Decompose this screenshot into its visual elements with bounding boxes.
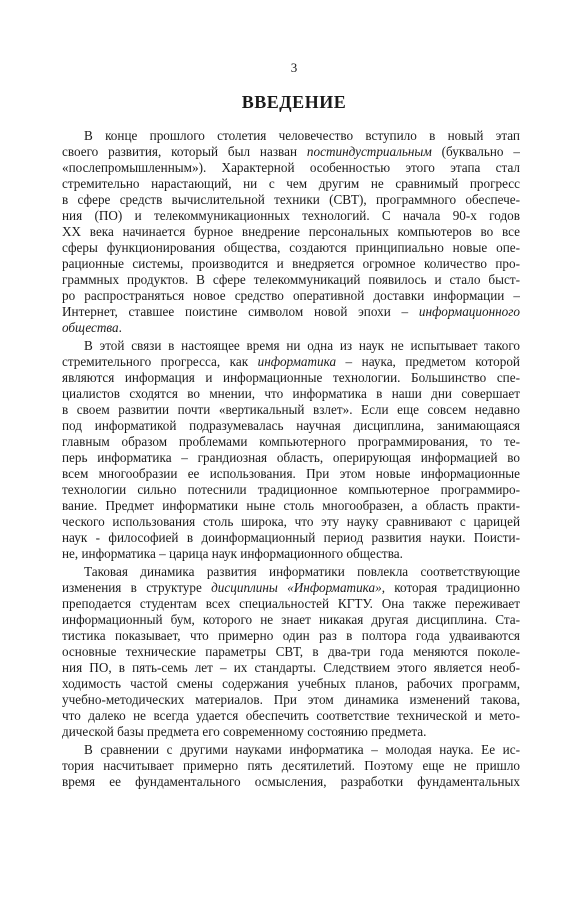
text-run: перь информатика – грандиозная область, оперирующая информацией во: [62, 450, 520, 465]
text-run: вание. Предмет информатики ныне столь многообразен, а область практи-: [62, 498, 520, 513]
paragraph-line: [62, 224, 520, 240]
paragraph-line: [62, 482, 520, 498]
text-run: дической базы предмета его современному состоянию предмета.: [62, 724, 427, 739]
paragraph-line: [62, 288, 520, 304]
paragraph-line: [62, 386, 520, 402]
paragraph: [62, 128, 520, 336]
text-run: под информатикой подразумевалась научная дисциплина, занимающаяся: [62, 418, 520, 433]
paragraph-line: [62, 580, 520, 596]
paragraph-line: [62, 514, 520, 530]
text-run: являются информация и информационные технологии. Большинство спе-: [62, 370, 520, 385]
paragraph-line: [62, 564, 520, 580]
text-run: сферы функционирования общества, создаются принципиально новые опе-: [62, 240, 520, 255]
paragraph-line: [62, 660, 520, 676]
paragraph-line: [62, 160, 520, 176]
text-run: время ее фундаментального осмысления, разработки фундаментальных: [62, 774, 520, 789]
text-run: ро распространяться новое средство оперативной доставки информации –: [62, 288, 520, 303]
text-run: В сравнении с другими науками информатика – молодая наука. Ее ис-: [84, 742, 520, 757]
body-text: [62, 128, 520, 792]
text-run: «послепромышленным»). Характерной особенностью этого этапа стал: [62, 160, 520, 175]
paragraph-line: [62, 272, 520, 288]
paragraph-line: [62, 628, 520, 644]
text-run: ния (ПО) и телекоммуникационных технологий. С начала 90-х годов: [62, 208, 520, 223]
text-run: своего развития, который был назван: [62, 144, 307, 159]
text-run: В конце прошлого столетия человечество вступило в новый этап: [84, 128, 520, 143]
paragraph-line: [62, 338, 520, 354]
paragraph-line: [62, 498, 520, 514]
text-run: граммных продуктов. В сфере телекоммуникаций появилось и стало быст-: [62, 272, 520, 287]
paragraph-line: [62, 676, 520, 692]
paragraph-line: [62, 192, 520, 208]
text-run: основные технические параметры СВТ, в два-три года меняются поколе-: [62, 644, 520, 659]
paragraph-line: [62, 450, 520, 466]
text-run: XX века начинается бурное внедрение персональных компьютеров во все: [62, 224, 520, 239]
text-run: не, информатика – царица наук информационного общества.: [62, 546, 403, 561]
paragraph-line: [62, 128, 520, 144]
text-run: – наука, предметом которой: [336, 354, 520, 369]
paragraph-line: [62, 176, 520, 192]
text-run: что далеко не всегда удается обеспечить соответствие технической и мето-: [62, 708, 520, 723]
italic-text: информатика: [257, 354, 337, 369]
paragraph-line: [62, 758, 520, 774]
paragraph-line: [62, 466, 520, 482]
paragraph-line: [62, 708, 520, 724]
text-run: в своем развитии почти «вертикальный взлет». Если еще совсем недавно: [62, 402, 520, 417]
text-run: стремительного прогресса, как: [62, 354, 258, 369]
text-run: информационный бум, которого не знает никакая другая дисциплина. Ста-: [62, 612, 520, 627]
paragraph-line: [62, 724, 520, 740]
page-number: 3: [290, 60, 298, 75]
paragraph-line: [62, 546, 520, 562]
paragraph-line: [62, 144, 520, 160]
text-run: технологии сильно потеснили традиционное компьютерное программиро-: [62, 482, 520, 497]
paragraph-line: [62, 304, 520, 320]
paragraph-line: [62, 240, 520, 256]
text-run: главным образом проблемами компьютерного программирования, то те-: [62, 434, 520, 449]
text-run: ческого использования столь широка, что эту науку сравнивают с царицей: [62, 514, 520, 529]
italic-text: дисциплины «Информатика»: [211, 580, 382, 595]
paragraph-line: [62, 256, 520, 272]
text-run: Таковая динамика развития информатики повлекла соответствующие: [84, 564, 520, 579]
paragraph-line: [62, 692, 520, 708]
text-run: всем многообразии ее использования. При этом новые информационные: [62, 466, 520, 481]
paragraph: [62, 338, 520, 562]
text-run: Интернет, ставшее поистине символом новой эпохи –: [62, 304, 419, 319]
text-run: наук - философией в доинформационный период развития науки. Поисти-: [62, 530, 520, 545]
paragraph-line: [62, 402, 520, 418]
text-run: ния ПО, в пять-семь лет – их стандарты. Следствием этого является необ-: [62, 660, 520, 675]
paragraph: [62, 564, 520, 740]
paragraph-line: [62, 208, 520, 224]
text-run: стремительно нарастающий, ни с чем другим не сравнимый прогресс: [62, 176, 520, 191]
paragraph-line: [62, 530, 520, 546]
text-run: ходимость частой смены содержания учебных планов, рабочих программ,: [62, 676, 520, 691]
italic-text: постиндустриальным: [306, 144, 432, 159]
text-run: тистика показывает, что примерно один раз в полтора года удваиваются: [62, 628, 520, 643]
text-run: преподается студентам всех специальностей КГТУ. Она также переживает: [62, 596, 520, 611]
paragraph-line: [62, 596, 520, 612]
paragraph-line: [62, 370, 520, 386]
paragraph-line: [62, 644, 520, 660]
paragraph-line: [62, 320, 520, 336]
italic-text: информационного: [418, 304, 520, 319]
paragraph-line: [62, 742, 520, 758]
paragraph-line: [62, 354, 520, 370]
text-run: рационные системы, производится и внедряется огромное количество про-: [62, 256, 520, 271]
italic-text: общества: [62, 320, 119, 335]
text-run: в сфере средств вычислительной техники (СВТ), программного обеспече-: [62, 192, 520, 207]
text-run: , которая традиционно: [381, 580, 520, 595]
text-run: изменения в структуре: [62, 580, 212, 595]
text-run: .: [118, 320, 122, 335]
paragraph-line: [62, 418, 520, 434]
page-title: ВВЕДЕНИЕ: [241, 92, 347, 112]
text-run: тория насчитывает примерно пять десятилетий. Поэтому еще не пришло: [62, 758, 520, 773]
paragraph: [62, 742, 520, 790]
text-run: учебно-методических материалов. При этом динамика изменений такова,: [62, 692, 520, 707]
paragraph-line: [62, 434, 520, 450]
text-run: (буквально –: [431, 144, 520, 159]
text-run: циалистов сходятся во мнении, что информатика в наши дни совершает: [62, 386, 520, 401]
paragraph-line: [62, 612, 520, 628]
text-run: В этой связи в настоящее время ни одна из наук не испытывает такого: [84, 338, 520, 353]
paragraph-line: [62, 774, 520, 790]
